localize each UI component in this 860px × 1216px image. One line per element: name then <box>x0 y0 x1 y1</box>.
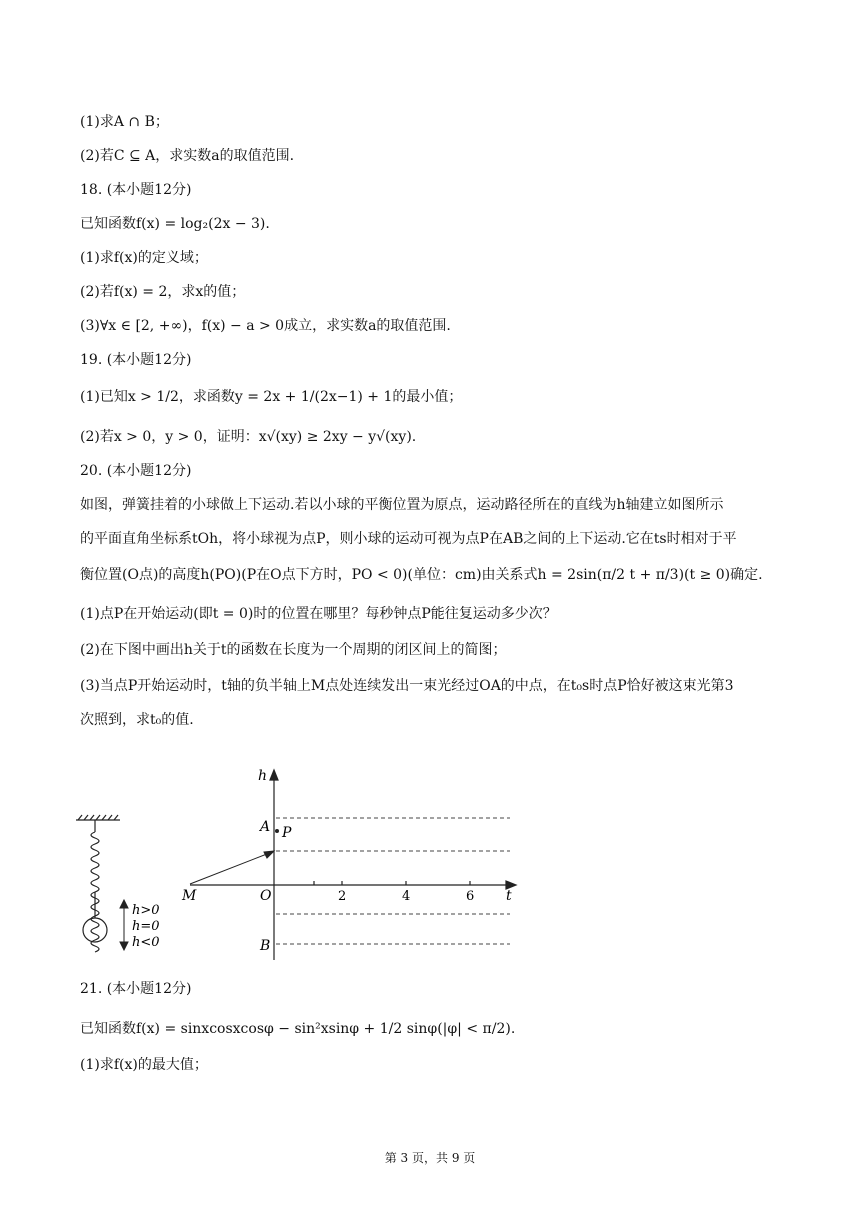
point-a-label: A <box>260 819 271 835</box>
tick-label-2: 2 <box>338 889 347 904</box>
text-line-1: (1)求A ∩ B； <box>80 114 169 130</box>
tick-label-4: 4 <box>402 889 411 904</box>
point-p-label: P <box>282 825 292 841</box>
text-line-5: (1)求f(x)的定义域； <box>80 250 208 266</box>
text-line-20: 已知函数f(x) = sinxcosxcosφ − sin²xsinφ + 1/2 sinφ(|φ| < π/2). <box>80 1021 516 1037</box>
text-line-17: (3)当点P开始运动时，t轴的负半轴上M点处连续发出一束光经过OA的中点，在t₀s时点P恰好被这束光第3 <box>80 678 734 694</box>
spring-icon <box>76 815 120 952</box>
text-line-18: 次照到，求t₀的值. <box>80 712 194 728</box>
spring-ball-figure <box>60 760 540 970</box>
direction-arrow-icon <box>120 900 128 950</box>
legend-h-positive: h>0 <box>132 903 160 918</box>
text-line-2: (2)若C ⊆ A，求实数a的取值范围. <box>80 148 295 164</box>
legend-h-zero: h=0 <box>132 919 160 934</box>
text-line-16: (2)在下图中画出h关于t的函数在长度为一个周期的闭区间上的简图； <box>80 642 507 658</box>
dashed-guides <box>276 818 510 944</box>
point-b-label: B <box>260 938 271 954</box>
text-line-9: (1)已知x > 1/2，求函数y = 2x + 1/(2x−1) + 1的最小值； <box>80 389 463 405</box>
page-footer: 第 3 页，共 9 页 <box>384 1151 476 1165</box>
question-21-header: 21. (本小题12分) <box>80 981 192 997</box>
axis-h-label: h <box>258 768 268 784</box>
legend-h-negative: h<0 <box>132 935 160 950</box>
text-line-12: 如图，弹簧挂着的小球做上下运动.若以小球的平衡位置为原点，运动路径所在的直线为h轴建立如图所示 <box>80 497 724 513</box>
text-line-4: 已知函数f(x) = log₂(2x − 3). <box>80 216 270 232</box>
tick-label-6: 6 <box>466 889 475 904</box>
text-line-21: (1)求f(x)的最大值； <box>80 1057 208 1073</box>
text-line-10: (2)若x > 0，y > 0，证明：x√(xy) ≥ 2xy − y√(xy). <box>80 429 417 445</box>
point-m-label: M <box>182 888 197 904</box>
text-line-15: (1)点P在开始运动(即t = 0)时的位置在哪里？每秒钟点P能往复运动多少次？ <box>80 606 557 622</box>
text-line-6: (2)若f(x) = 2，求x的值； <box>80 284 246 300</box>
question-19-header: 19. (本小题12分) <box>80 352 192 368</box>
text-line-7: (3)∀x ∈ [2, +∞)，f(x) − a > 0成立，求实数a的取值范围. <box>80 318 451 334</box>
point-p-marker <box>275 829 279 833</box>
light-ray <box>190 851 274 884</box>
question-20-header: 20. (本小题12分) <box>80 463 192 479</box>
text-line-13: 的平面直角坐标系tOh，将小球视为点P，则小球的运动可视为点P在AB之间的上下运动.它在ts时相对于平 <box>80 531 737 547</box>
origin-label: O <box>260 888 272 904</box>
text-line-14: 衡位置(O点)的高度h(PO)(P在O点下方时，PO < 0)(单位：cm)由关系式h = 2sin(π/2 t + π/3)(t ≥ 0)确定. <box>80 567 763 583</box>
question-18-header: 18. (本小题12分) <box>80 182 192 198</box>
axis-t-label: t <box>506 888 512 904</box>
